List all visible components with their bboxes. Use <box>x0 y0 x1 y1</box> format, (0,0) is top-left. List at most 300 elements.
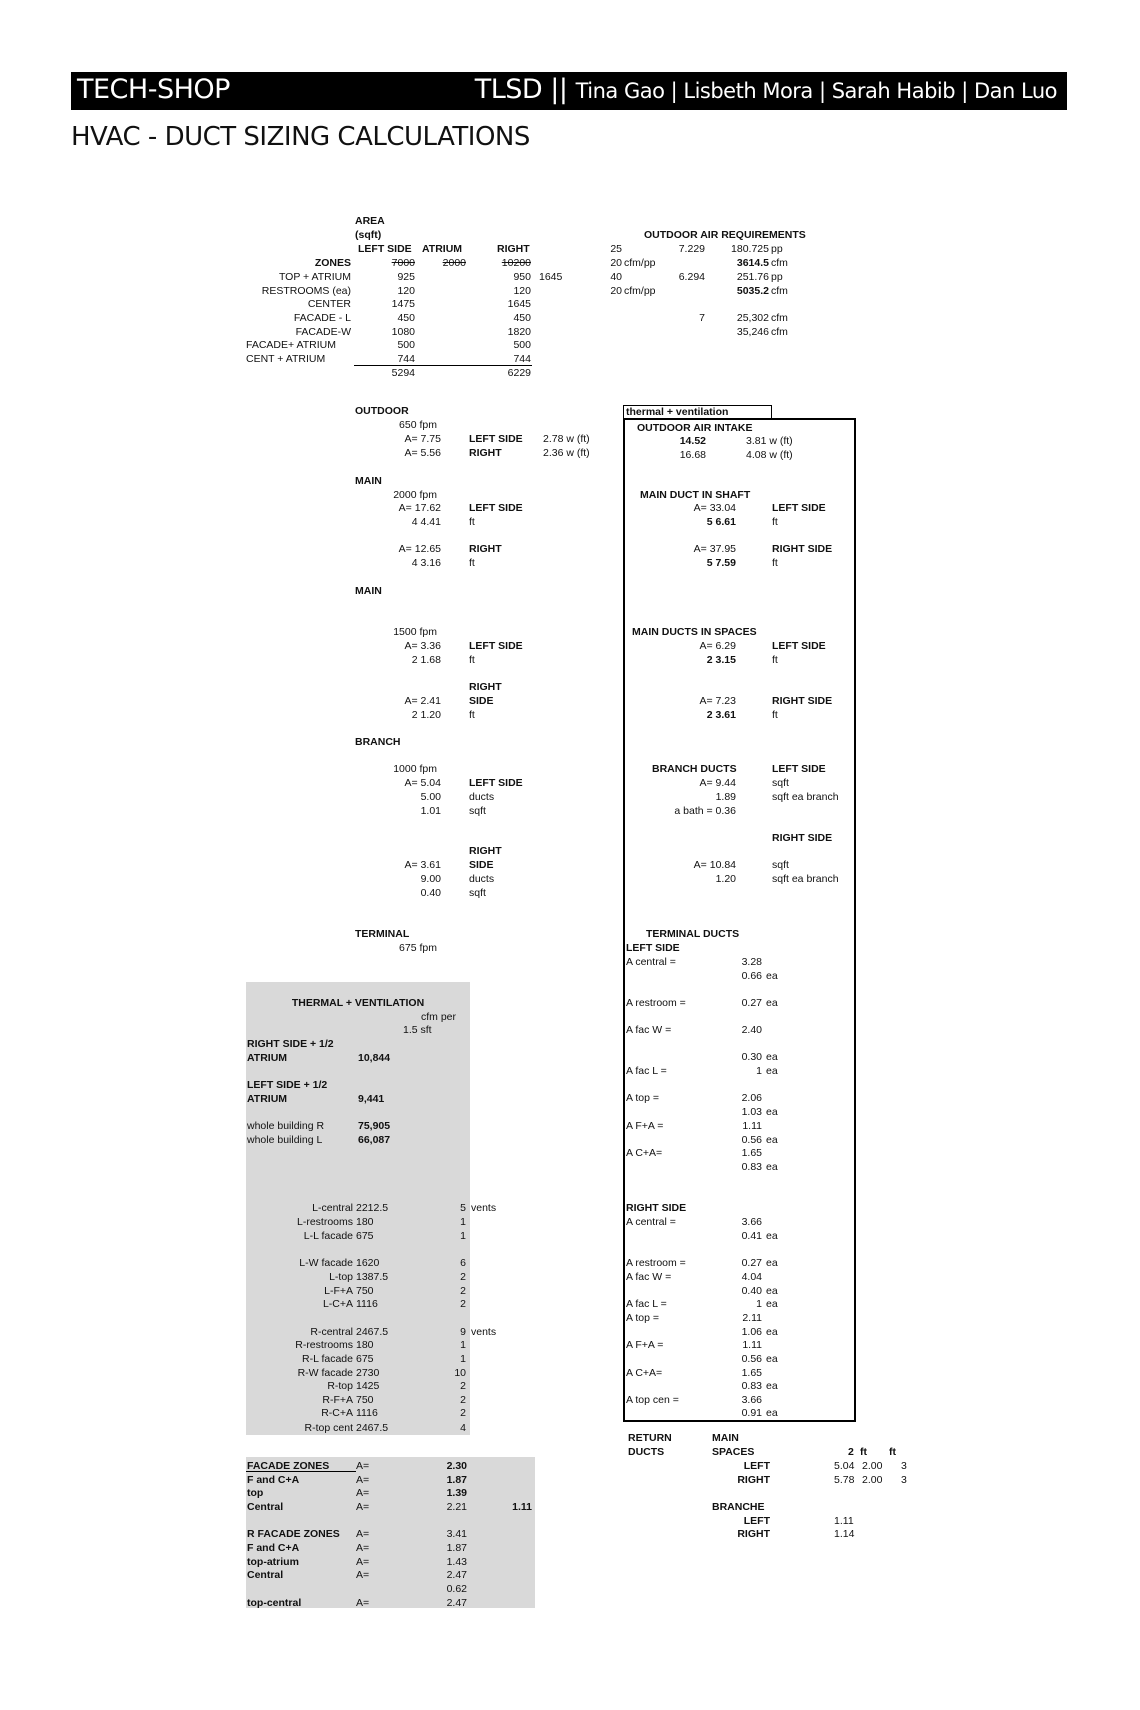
facade-zone-value: 2.30 <box>446 1460 467 1472</box>
vent-label: R-C+A <box>321 1407 353 1419</box>
terminal-label: A C+A= <box>626 1367 663 1379</box>
row-label: CENT + ATRIUM <box>246 353 326 365</box>
total-right: 6229 <box>507 367 531 379</box>
vent-label: R-top <box>327 1380 353 1392</box>
vent-count: 1 <box>460 1353 466 1365</box>
oa-cell: 20 <box>610 257 622 269</box>
oa-cell: 40 <box>610 271 622 283</box>
sft-label: 1.5 sft <box>403 1024 432 1036</box>
oa-cell: 6.294 <box>678 271 705 283</box>
spaces-dim: 2 3.61 <box>706 709 736 721</box>
shaft-title: MAIN DUCT IN SHAFT <box>640 489 751 501</box>
area-symbol: A= <box>356 1487 370 1499</box>
count-value: 9.00 <box>420 873 441 885</box>
terminal-unit: ea <box>766 1230 778 1242</box>
right-cfm-value: 10,844 <box>358 1052 391 1064</box>
width-value: 2.36 w (ft) <box>543 447 590 459</box>
side-label: LEFT SIDE <box>469 777 523 789</box>
vent-unit: vents <box>471 1202 497 1214</box>
left-side-label: LEFT SIDE + 1/2 <box>247 1079 328 1091</box>
header-banner <box>71 72 1067 110</box>
cell-left: 1080 <box>391 326 415 338</box>
terminal-label: A top = <box>626 1092 659 1104</box>
unit-label: ft <box>469 654 475 666</box>
terminal-value: 2.06 <box>741 1092 762 1104</box>
spaces-area: A= 6.29 <box>699 640 736 652</box>
terminal-label: A fac W = <box>626 1271 672 1283</box>
unit-label: ft <box>469 516 475 528</box>
dim-value: 4 4.41 <box>411 516 441 528</box>
fpm-value: 2000 fpm <box>393 489 437 501</box>
col-atrium: ATRIUM <box>422 243 463 255</box>
team-credits <box>475 74 1057 105</box>
vent-label: R-restrooms <box>295 1339 353 1351</box>
vent-count: 2 <box>460 1380 466 1392</box>
side-label: RIGHT SIDE <box>772 695 833 707</box>
terminal-heading: TERMINAL <box>355 928 410 940</box>
terminal-value: 1.03 <box>741 1106 762 1118</box>
side-label: RIGHT <box>469 543 502 555</box>
count-value: 0.40 <box>420 887 441 899</box>
side-label: LEFT SIDE <box>469 433 523 445</box>
terminal-unit: ea <box>766 1051 778 1063</box>
total-rule <box>354 365 532 366</box>
vent-label: L-L facade <box>303 1230 353 1242</box>
dim-value: 2 1.68 <box>411 654 441 666</box>
unit-label: ft <box>772 516 778 528</box>
cell-right: 744 <box>513 353 531 365</box>
area-value: A= 7.75 <box>404 433 441 445</box>
oa-cell: cfm/pp <box>624 285 656 297</box>
vent-cfm: 180 <box>356 1339 374 1351</box>
terminal-value: 3.28 <box>741 956 762 968</box>
vent-cfm: 2730 <box>356 1367 380 1379</box>
cell-left: 7000 <box>391 257 415 269</box>
spaces-title: MAIN DUCTS IN SPACES <box>632 626 757 638</box>
branch-area: A= 10.84 <box>693 859 736 871</box>
main-heading: MAIN <box>355 475 382 487</box>
area-symbol: A= <box>356 1528 370 1540</box>
vent-cfm: 1116 <box>356 1407 378 1419</box>
vent-label: R-L facade <box>302 1353 353 1365</box>
terminal-value: 0.83 <box>741 1380 762 1392</box>
terminal-value: 1.65 <box>741 1367 762 1379</box>
cell-right: 10200 <box>501 257 531 269</box>
cell-right: 1645 <box>507 298 531 310</box>
vent-label: L-C+A <box>322 1298 353 1310</box>
terminal-value: 1 <box>756 1298 762 1310</box>
intake-width: 4.08 w (ft) <box>746 449 793 461</box>
vent-count: 1 <box>460 1216 466 1228</box>
col-ft: ft <box>860 1446 867 1458</box>
area-value: A= 2.41 <box>404 695 441 707</box>
vent-unit: vents <box>471 1326 497 1338</box>
vent-cfm: 1387.5 <box>356 1271 389 1283</box>
team-members: Tina Gao | Lisbeth Mora | Sarah Habib | Dan Luo <box>575 79 1057 103</box>
terminal-label: A restroom = <box>626 997 686 1009</box>
side-label: RIGHT SIDE <box>772 832 833 844</box>
terminal-value: 4.04 <box>741 1271 762 1283</box>
return-value: 3 <box>901 1460 907 1472</box>
return-value: 3 <box>901 1474 907 1486</box>
intake-area: 16.68 <box>679 449 706 461</box>
facade-zone-value: 1.43 <box>446 1556 467 1568</box>
row-label: ZONES <box>314 257 351 269</box>
row-label: RESTROOMS (ea) <box>261 285 351 297</box>
oa-cell: 7 <box>699 312 705 324</box>
terminal-value: 0.30 <box>741 1051 762 1063</box>
terminal-value: 2.11 <box>742 1312 762 1324</box>
area-value: A= 3.36 <box>404 640 441 652</box>
vent-label: L-top <box>329 1271 353 1283</box>
terminal-label: A central = <box>626 956 676 968</box>
atrium-label: ATRIUM <box>247 1093 288 1105</box>
oa-cell: 35,246 <box>736 326 769 338</box>
right-label: RIGHT <box>737 1528 770 1540</box>
unit-label: ducts <box>469 873 495 885</box>
terminal-label: A restroom = <box>626 1257 686 1269</box>
facade-zone-value: 0.62 <box>446 1583 467 1595</box>
whole-building-r-value: 75,905 <box>358 1120 391 1132</box>
return-value: 2.00 <box>862 1474 883 1486</box>
area-symbol: A= <box>356 1569 370 1581</box>
spaces-label: SPACES <box>712 1446 755 1458</box>
cell-right: 120 <box>513 285 531 297</box>
sqft-heading: (sqft) <box>355 229 382 241</box>
facade-zone-value: 1.39 <box>446 1487 467 1499</box>
vent-label: L-F+A <box>324 1285 353 1297</box>
facade-zone-value: 1.87 <box>446 1474 467 1486</box>
left-label: LEFT <box>743 1515 770 1527</box>
vent-cfm: 2212.5 <box>356 1202 389 1214</box>
vent-count: 1 <box>460 1230 466 1242</box>
oa-cell: 251.76 <box>736 271 769 283</box>
fpm-value: 1500 fpm <box>393 626 437 638</box>
cell-left: 925 <box>397 271 415 283</box>
terminal-unit: ea <box>766 1326 778 1338</box>
oa-cell: pp <box>771 243 783 255</box>
total-left: 5294 <box>391 367 415 379</box>
vent-label: L-W facade <box>299 1257 353 1269</box>
area-value: A= 12.65 <box>398 543 441 555</box>
terminal-unit: ea <box>766 1257 778 1269</box>
branche-label: BRANCHE <box>712 1501 765 1513</box>
vent-cfm: 1425 <box>356 1380 380 1392</box>
spaces-dim: 2 3.15 <box>706 654 736 666</box>
terminal-value: 0.91 <box>741 1407 762 1419</box>
project-name: TECH-SHOP <box>77 74 230 105</box>
unit-label: sqft <box>469 887 486 899</box>
side-label: LEFT SIDE <box>772 763 826 775</box>
vent-count: 2 <box>460 1298 466 1310</box>
vent-cfm: 2467.5 <box>356 1422 389 1434</box>
atrium-label: ATRIUM <box>247 1052 288 1064</box>
right-label: RIGHT <box>737 1474 770 1486</box>
main-label: MAIN <box>712 1432 739 1444</box>
unit-label: ft <box>772 709 778 721</box>
side-label: SIDE <box>469 695 494 707</box>
row-label: FACADE+ ATRIUM <box>246 339 336 351</box>
right-side-label: RIGHT SIDE <box>626 1202 687 1214</box>
spaces-area: A= 7.23 <box>699 695 736 707</box>
vent-count: 1 <box>460 1339 466 1351</box>
terminal-value: 3.66 <box>741 1394 762 1406</box>
side-label: RIGHT <box>469 447 502 459</box>
cell-right: 450 <box>513 312 531 324</box>
branch-heading: BRANCH <box>355 736 401 748</box>
terminal-unit: ea <box>766 970 778 982</box>
vent-label: L-central <box>312 1202 353 1214</box>
terminal-unit: ea <box>766 1134 778 1146</box>
terminal-value: 0.40 <box>741 1285 762 1297</box>
unit-label: sqft ea branch <box>772 791 839 803</box>
area-symbol: A= <box>356 1474 370 1486</box>
vent-cfm: 2467.5 <box>356 1326 389 1338</box>
side-label: LEFT SIDE <box>469 640 523 652</box>
row-label: TOP + ATRIUM <box>278 271 351 283</box>
fpm-value: 675 fpm <box>399 942 437 954</box>
area-value: A= 3.61 <box>404 859 441 871</box>
terminal-value: 0.56 <box>741 1353 762 1365</box>
vent-count: 9 <box>460 1326 466 1338</box>
side-label: LEFT SIDE <box>469 502 523 514</box>
whole-building-l-value: 66,087 <box>358 1134 391 1146</box>
facade-zone-label: Central <box>247 1569 284 1581</box>
facade-zone-label: F and C+A <box>247 1474 300 1486</box>
col-ft: ft <box>889 1446 896 1458</box>
terminal-value: 0.83 <box>741 1161 762 1173</box>
row-label: CENTER <box>307 298 351 310</box>
cell-right: 950 <box>513 271 531 283</box>
dim-value: 2 1.20 <box>411 709 441 721</box>
intake-width: 3.81 w (ft) <box>746 435 793 447</box>
intake-area: 14.52 <box>679 435 706 447</box>
terminal-label: A fac W = <box>626 1024 672 1036</box>
left-label: LEFT <box>743 1460 770 1472</box>
return-value: 2.00 <box>862 1460 883 1472</box>
terminal-unit: ea <box>766 1285 778 1297</box>
terminal-value: 1.65 <box>741 1147 762 1159</box>
cell-left: 120 <box>397 285 415 297</box>
side-label: RIGHT <box>469 845 502 857</box>
terminal-ducts-title: TERMINAL DUCTS <box>646 928 740 940</box>
shaft-dim: 5 7.59 <box>706 557 736 569</box>
facade-zone-label: top-central <box>247 1597 302 1609</box>
shaft-area: A= 37.95 <box>693 543 736 555</box>
vent-count: 2 <box>460 1407 466 1419</box>
return-value: 1.14 <box>834 1528 855 1540</box>
team-prefix: TLSD || <box>474 74 568 105</box>
unit-label: sqft <box>469 805 486 817</box>
whole-building-l-label: whole building L <box>247 1134 323 1146</box>
oa-cell: cfm/pp <box>624 257 656 269</box>
area-symbol: A= <box>356 1460 370 1472</box>
branch-ducts-title: BRANCH DUCTS <box>652 763 737 775</box>
facade-zone-value: 2.47 <box>446 1569 467 1581</box>
terminal-label: A top = <box>626 1312 659 1324</box>
cell-atrium: 2000 <box>442 257 466 269</box>
vent-cfm: 1620 <box>356 1257 380 1269</box>
row-label: FACADE-W <box>295 326 351 338</box>
vent-label: R-W facade <box>297 1367 353 1379</box>
page-title: HVAC - DUCT SIZING CALCULATIONS <box>71 122 530 152</box>
vent-label: L-restrooms <box>296 1216 353 1228</box>
terminal-value: 0.41 <box>741 1230 762 1242</box>
vent-cfm: 675 <box>356 1353 374 1365</box>
vent-label: R-top cent <box>304 1422 353 1434</box>
unit-label: ft <box>469 709 475 721</box>
terminal-value: 0.27 <box>741 997 762 1009</box>
vent-cfm: 180 <box>356 1216 374 1228</box>
terminal-unit: ea <box>766 1353 778 1365</box>
vent-count: 2 <box>460 1285 466 1297</box>
cfm-per-label: cfm per <box>421 1011 457 1023</box>
facade-zone-label: top-atrium <box>247 1556 299 1568</box>
vent-count: 5 <box>460 1202 466 1214</box>
facade-zone-value: 3.41 <box>446 1528 467 1540</box>
area-symbol: A= <box>356 1501 370 1513</box>
outdoor-heading: OUTDOOR <box>355 405 409 417</box>
unit-label: ft <box>772 654 778 666</box>
branch-area: A= 9.44 <box>699 777 736 789</box>
unit-label: ducts <box>469 791 495 803</box>
main-heading: MAIN <box>355 585 382 597</box>
return-label: RETURN <box>628 1432 672 1444</box>
terminal-unit: ea <box>766 1065 778 1077</box>
cell-right: 500 <box>513 339 531 351</box>
terminal-value: 0.27 <box>741 1257 762 1269</box>
intake-title: OUTDOOR AIR INTAKE <box>637 422 753 434</box>
area-symbol: A= <box>356 1597 370 1609</box>
terminal-label: A C+A= <box>626 1147 663 1159</box>
terminal-value: 2.40 <box>741 1024 762 1036</box>
unit-label: sqft ea branch <box>772 873 839 885</box>
area-value: A= 5.56 <box>404 447 441 459</box>
cell-left: 744 <box>397 353 415 365</box>
ducts-label: DUCTS <box>628 1446 665 1458</box>
cell-right: 1820 <box>507 326 531 338</box>
terminal-label: A top cen = <box>626 1394 679 1406</box>
terminal-unit: ea <box>766 997 778 1009</box>
shaft-area: A= 33.04 <box>693 502 736 514</box>
terminal-label: A central = <box>626 1216 676 1228</box>
bath-value: a bath = 0.36 <box>674 805 736 817</box>
terminal-value: 3.66 <box>741 1216 762 1228</box>
vent-cfm: 750 <box>356 1394 374 1406</box>
vent-cfm: 1116 <box>356 1298 378 1310</box>
return-value: 5.78 <box>834 1474 855 1486</box>
side-label: LEFT SIDE <box>772 640 826 652</box>
area-heading: AREA <box>355 215 385 227</box>
oa-cell: 7.229 <box>678 243 705 255</box>
facade-zone-label: Central <box>247 1501 284 1513</box>
facade-zone-label: top <box>247 1487 264 1499</box>
count-value: 1.01 <box>420 805 441 817</box>
terminal-value: 1.11 <box>742 1120 762 1132</box>
vent-count: 6 <box>460 1257 466 1269</box>
oa-cell: 20 <box>610 285 622 297</box>
col-right: RIGHT <box>497 243 530 255</box>
return-value: 5.04 <box>834 1460 855 1472</box>
row-label: FACADE - L <box>293 312 351 324</box>
side-label: SIDE <box>469 859 494 871</box>
side-label: LEFT SIDE <box>772 502 826 514</box>
vent-count: 2 <box>460 1394 466 1406</box>
terminal-unit: ea <box>766 1380 778 1392</box>
oa-cell: cfm <box>771 257 788 269</box>
unit-label: sqft <box>772 777 789 789</box>
terminal-unit: ea <box>766 1161 778 1173</box>
terminal-unit: ea <box>766 1407 778 1419</box>
terminal-label: A F+A = <box>626 1339 664 1351</box>
oa-cell: 180.725 <box>731 243 769 255</box>
area-symbol: A= <box>356 1542 370 1554</box>
terminal-value: 1.11 <box>742 1339 762 1351</box>
side-label: RIGHT SIDE <box>772 543 833 555</box>
terminal-unit: ea <box>766 1298 778 1310</box>
terminal-unit: ea <box>766 1106 778 1118</box>
unit-label: ft <box>772 557 778 569</box>
area-value: A= 17.62 <box>398 502 441 514</box>
shaft-dim: 5 6.61 <box>706 516 736 528</box>
return-value: 1.11 <box>834 1515 854 1527</box>
area-symbol: A= <box>356 1556 370 1568</box>
oa-cell: cfm <box>771 285 788 297</box>
oa-cell: 5035.2 <box>736 285 769 297</box>
branch-value: 1.20 <box>715 873 736 885</box>
terminal-value: 1.06 <box>741 1326 762 1338</box>
vent-count: 4 <box>460 1422 466 1434</box>
count-value: 5.00 <box>420 791 441 803</box>
oa-cell: cfm <box>771 312 788 324</box>
terminal-label: A fac L = <box>626 1065 667 1077</box>
dim-value: 4 3.16 <box>411 557 441 569</box>
facade-zone-extra: 1.11 <box>512 1501 532 1513</box>
vent-count: 2 <box>460 1271 466 1283</box>
panel-title: THERMAL + VENTILATION <box>291 997 425 1009</box>
vent-cfm: 675 <box>356 1230 374 1242</box>
oa-cell: 25 <box>610 243 622 255</box>
vent-count: 10 <box>454 1367 466 1379</box>
oa-cell: cfm <box>771 326 788 338</box>
cell-left: 500 <box>397 339 415 351</box>
unit-label: ft <box>469 557 475 569</box>
fpm-value: 1000 fpm <box>393 763 437 775</box>
facade-zone-value: 2.47 <box>446 1597 467 1609</box>
facade-zone-label: FACADE ZONES <box>247 1460 330 1472</box>
col-two: 2 <box>848 1446 854 1458</box>
facade-zone-label: F and C+A <box>247 1542 300 1554</box>
oa-cell: pp <box>771 271 783 283</box>
facade-zone-label: R FACADE ZONES <box>247 1528 340 1540</box>
terminal-label: A F+A = <box>626 1120 664 1132</box>
cell-extra: 1645 <box>539 271 563 283</box>
terminal-label: A fac L = <box>626 1298 667 1310</box>
facade-zone-value: 2.21 <box>446 1501 467 1513</box>
oa-cell: 25,302 <box>736 312 769 324</box>
vent-label: R-F+A <box>322 1394 353 1406</box>
left-side-label: LEFT SIDE <box>626 942 680 954</box>
right-side-label: RIGHT SIDE + 1/2 <box>247 1038 334 1050</box>
terminal-value: 0.56 <box>741 1134 762 1146</box>
vent-cfm: 750 <box>356 1285 374 1297</box>
outdoor-air-title: OUTDOOR AIR REQUIREMENTS <box>644 229 806 241</box>
thermal-ventilation-tab: thermal + ventilation <box>623 405 772 420</box>
vent-label: R-central <box>310 1326 353 1338</box>
left-cfm-value: 9,441 <box>358 1093 385 1105</box>
cell-left: 1475 <box>391 298 415 310</box>
whole-building-r-label: whole building R <box>247 1120 325 1132</box>
